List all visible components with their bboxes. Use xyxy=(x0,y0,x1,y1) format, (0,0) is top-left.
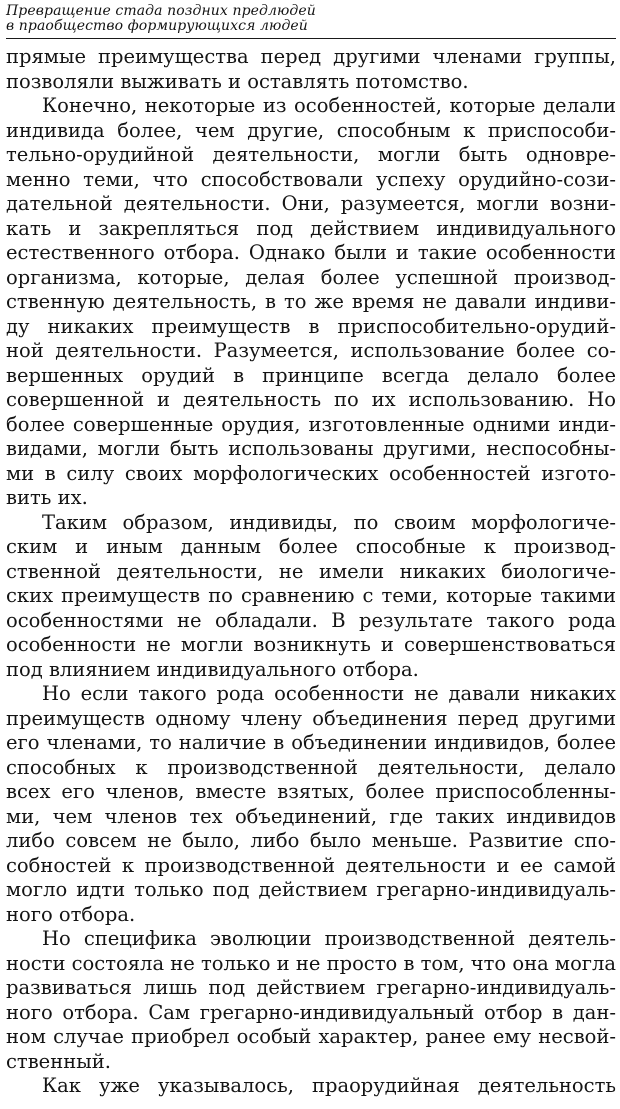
header-rule xyxy=(6,38,616,39)
paragraph xyxy=(6,94,616,511)
text-line: вершенных орудий в принципе всегда делало более xyxy=(6,363,616,387)
text-line: ственную деятельность, в то же время не давали индиви- xyxy=(6,290,616,313)
text-line: Но специфика эволюции производственной деятель- xyxy=(42,927,616,950)
text-line: кать и закрепляться под действием индивидуального xyxy=(6,216,616,240)
text-line: способных к производственной деятельности, делало xyxy=(6,755,616,779)
text-line: ном случае приобрел особый характер, ранее ему несвой- xyxy=(6,1025,616,1048)
text-line: развиваться лишь под действием грегарно-индивидуаль- xyxy=(6,976,616,999)
running-head-line-2: в праобщество формирующихся людей xyxy=(6,18,308,34)
paragraph xyxy=(6,927,616,1074)
text-line: могло идти только под действием грегарно-индивидуаль- xyxy=(6,878,616,901)
text-line: Как уже указывалось, праорудийная деятельность xyxy=(42,1074,616,1097)
text-line: ственный. xyxy=(6,1049,111,1073)
text-line: всех его членов, вместе взятых, более приспособленны- xyxy=(6,780,616,803)
text-line: ских преимуществ по сравнению с теми, которые такими xyxy=(6,584,616,607)
text-line: индивида более, чем другие, способным к приспособи- xyxy=(6,118,616,142)
text-line: дательной деятельности. Они, разумеется, могли возни- xyxy=(6,192,616,215)
text-line: совершенной и деятельность по их использованию. Но xyxy=(6,388,616,411)
text-line: более совершенные орудия, изготовленные одними инди- xyxy=(6,412,616,436)
text-line: ственной деятельности, не имели никаких биологиче- xyxy=(6,559,616,583)
running-head xyxy=(6,4,616,34)
text-line: особенности не могли возникнуть и совершенствоваться xyxy=(6,633,616,656)
text-line: особенностями не обладали. В результате такого рода xyxy=(6,608,616,632)
text-line: организма, которые, делая более успешной производ- xyxy=(6,265,616,289)
text-line: позволяли выживать и оставлять потомство. xyxy=(6,69,469,93)
text-line: ной деятельности. Разумеется, использование более со- xyxy=(6,339,616,362)
text-line: вить их. xyxy=(6,486,88,509)
text-line: ного отбора. Сам грегарно-индивидуальный отбор в дан- xyxy=(6,1000,616,1024)
text-line: прямые преимущества перед другими членами группы, xyxy=(6,45,616,68)
text-line: менно теми, что способствовали успеху орудийно-сози- xyxy=(6,167,616,191)
paragraph xyxy=(6,45,616,94)
text-line: его членами, то наличие в объединении индивидов, более xyxy=(6,731,616,754)
text-line: тельно-орудийной деятельности, могли быть одновре- xyxy=(6,143,616,166)
running-head-line-1: Превращение стада поздних предлюдей xyxy=(6,3,316,19)
text-line: собностей к производственной деятельности и ее самой xyxy=(6,853,616,877)
paragraph xyxy=(6,682,616,927)
text-line: Таким образом, индивиды, по своим морфологиче- xyxy=(42,510,616,534)
text-line: видами, могли быть использованы другими, неспособны- xyxy=(6,437,616,460)
paragraph xyxy=(6,511,616,683)
text-line: под влиянием индивидуального отбора. xyxy=(6,657,419,681)
text-line: ду никаких преимуществ в приспособительно-орудий- xyxy=(6,314,616,338)
text-line: ми, чем членов тех объединений, где таких индивидов xyxy=(6,804,616,828)
text-line: либо совсем не было, либо было меньше. Развитие спо- xyxy=(6,829,616,852)
text-line: Но если такого рода особенности не давали никаких xyxy=(42,682,616,705)
paragraph xyxy=(6,1074,616,1099)
text-line: Конечно, некоторые из особенностей, которые делали xyxy=(42,94,616,117)
text-line: преимуществ одному члену объединения перед другими xyxy=(6,706,616,730)
text-line: ским и иным данным более способные к производ- xyxy=(6,535,616,558)
text-line: ного отбора. xyxy=(6,902,136,926)
text-line: ности состояла не только и не просто в том, что она могла xyxy=(6,951,616,975)
text-line: естественного отбора. Однако были и такие особенности xyxy=(6,241,616,264)
text-line: ми в силу своих морфологических особенностей изгото- xyxy=(6,461,616,485)
body-text xyxy=(6,45,616,1099)
